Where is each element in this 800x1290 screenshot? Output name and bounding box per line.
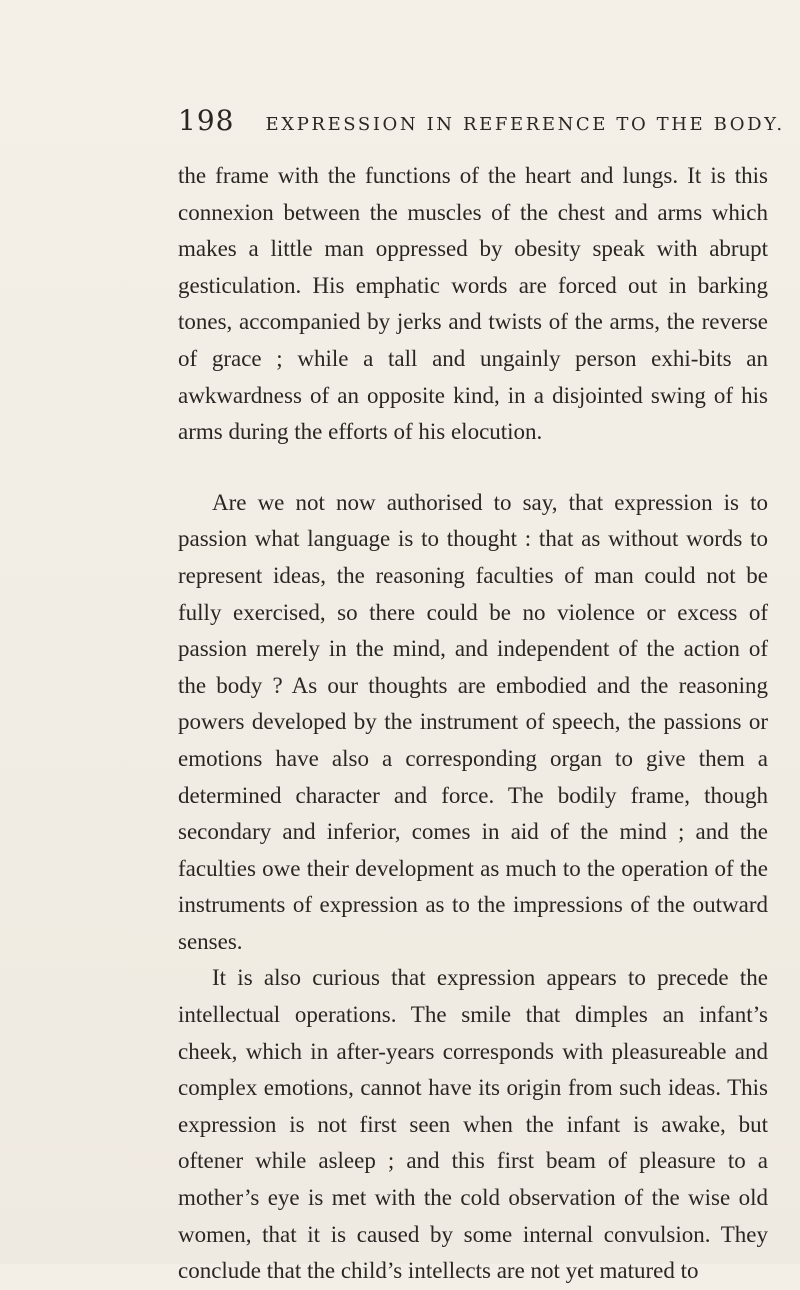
running-title: EXPRESSION IN REFERENCE TO THE BODY. (265, 114, 785, 135)
page-body (178, 158, 768, 1290)
page-number: 198 (178, 104, 235, 137)
page-header (178, 104, 785, 144)
paragraph-gap (178, 451, 768, 485)
paragraph-2: Are we not now authorised to say, that expression is to passion what language is to thought : that as without words to represent ideas, the reasoning faculties of man could not be fully exercised, so there could be no violence or excess of passion merely in the mind, and independent of the action of the body ? As our thoughts are embodied and the reasoning powers developed by the instrument of speech, the passions or emotions have also a corresponding organ to give them a determined character and force. The bodily frame, though secondary and inferior, comes in aid of the mind ; and the faculties owe their development as much to the operation of the instruments of expression as to the impressions of the outward senses. (178, 489, 768, 954)
paragraph-1: the frame with the functions of the heart and lungs. It is this connexion between the muscles of the chest and arms which makes a little man oppressed by obesity speak with abrupt gesticulation. His emphatic words are forced out in barking tones, accompanied by jerks and twists of the arms, the reverse of grace ; while a tall and ungainly person exhi-bits an awkwardness of an opposite kind, in a disjointed swing of his arms during the efforts of his elocution. (178, 163, 768, 445)
paragraph-3: It is also curious that expression appears to precede the intellectual operations. The smile that dimples an infant’s cheek, which in after-years corresponds with pleasureable and complex emotions, cannot have its origin from such ideas. This expression is not first seen when the infant is awake, but oftener while asleep ; and this first beam of pleasure to a mother’s eye is met with the cold observation of the wise old women, that it is caused by some internal convulsion. They conclude that the child’s intellects are not yet matured to (178, 965, 768, 1284)
